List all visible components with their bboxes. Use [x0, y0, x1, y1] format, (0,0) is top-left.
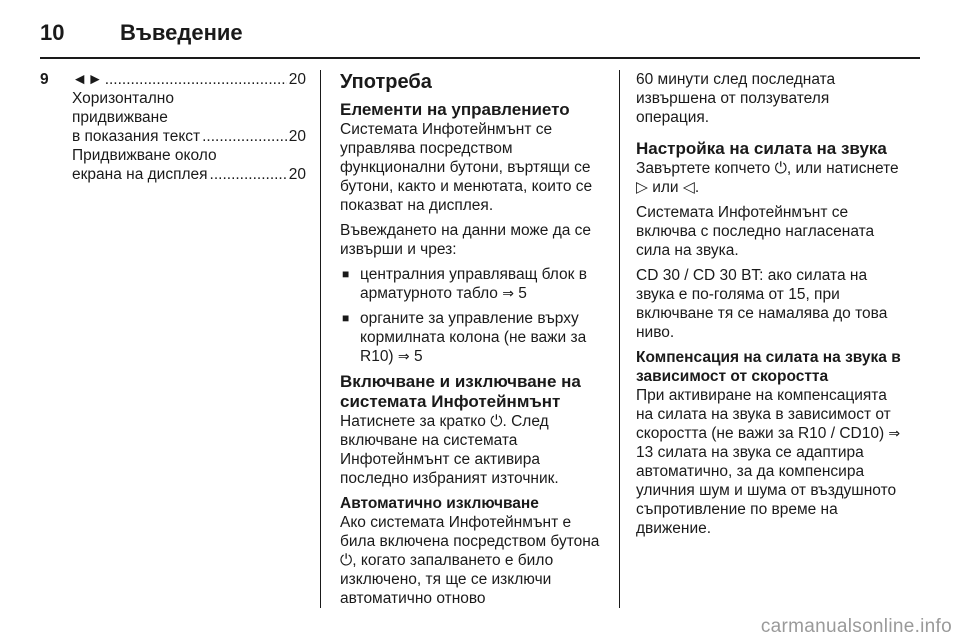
- paragraph: Системата Инфотейнмънт се управлява посредством функционални бутони, въртящи се бутони, както и менютата, които се показват на дисплея.: [340, 121, 593, 214]
- paragraph: [340, 412, 608, 488]
- paragraph: 60 минути след последната извършена от ползувателя операция.: [636, 71, 836, 126]
- paragraph-text: , когато запалването е било изключено, тя ще се изключи автоматично отново: [340, 552, 554, 607]
- subsection-heading: Включване и изключване на системата Инфотейнмънт: [340, 372, 581, 411]
- index-page: 20: [288, 71, 306, 88]
- page-number: 10: [40, 20, 65, 45]
- index-page: 20: [288, 128, 306, 145]
- leader-dots: [105, 70, 287, 89]
- paragraph-text: . След включване на системата Инфотейнмънт се активира последно избраният източник.: [340, 413, 559, 487]
- index-text: в показания текст: [72, 128, 201, 145]
- index-text: Придвижване около: [72, 147, 217, 164]
- header-rule: [40, 57, 920, 59]
- paragraph-text: Завъртете копчето: [636, 160, 771, 177]
- subsection-heading: Настройка на силата на звука: [636, 139, 887, 158]
- power-knob-icon: ⏻: [340, 552, 353, 569]
- index-text: Хоризонтално: [72, 90, 174, 107]
- column-divider-1: [320, 70, 321, 608]
- page-reference[interactable]: 5: [413, 348, 423, 365]
- paragraph-text: , или натиснете: [786, 160, 899, 177]
- page-reference[interactable]: 13: [636, 444, 654, 461]
- subsection-heading: Автоматично изключване: [340, 495, 539, 512]
- page-reference[interactable]: 5: [518, 285, 527, 302]
- leader-dots: [202, 127, 287, 146]
- leader-dots: [210, 165, 287, 184]
- page-reference-icon[interactable]: ⇒: [397, 348, 410, 364]
- paragraph-text: силата на звука се адаптира автоматично, за да компенсира уличния шум и шума от въздушното съпротивление по време на движение.: [636, 444, 897, 537]
- section-heading: Употреба: [340, 71, 432, 93]
- index-page: 20: [288, 166, 306, 183]
- paragraph: Въвеждането на данни може да се извърши и чрез:: [340, 222, 592, 258]
- volume-down-icon: ◁: [682, 179, 695, 196]
- index-line[interactable]: [72, 165, 306, 184]
- paragraph-text: или: [652, 179, 679, 196]
- volume-column: [636, 70, 906, 544]
- list-item: [340, 265, 608, 303]
- subsection-heading: Компенсация на силата на звука в зависимост от скоростта: [636, 349, 901, 385]
- volume-up-icon: ▷: [636, 179, 648, 196]
- index-column: [40, 70, 306, 184]
- index-number: 9: [40, 71, 49, 88]
- paragraph: [636, 386, 906, 538]
- list-item-text: централния управляващ блок в арматурното табло: [360, 266, 587, 302]
- index-text: придвижване: [72, 109, 168, 126]
- bullet-list: [340, 265, 608, 366]
- power-knob-icon: ⏻: [490, 413, 503, 430]
- list-item: [340, 309, 608, 366]
- page-reference-icon[interactable]: ⇒: [888, 425, 901, 441]
- paragraph: CD 30 / CD 30 BT: ако силата на звука е по-голяма от 15, при включване тя се намалява до това ниво.: [636, 267, 888, 341]
- paragraph-text: Ако системата Инфотейнмънт е била включена посредством бутона: [340, 514, 600, 550]
- paragraph: [340, 513, 608, 608]
- paragraph-text: Натиснете за кратко: [340, 413, 486, 430]
- subsection-heading: Елементи на управлението: [340, 100, 570, 119]
- paragraph: Системата Инфотейнмънт се включва с последно нагласената сила на звука.: [636, 204, 875, 259]
- watermark: carmanualsonline.info: [760, 616, 952, 637]
- index-text: екрана на дисплея: [72, 166, 208, 183]
- column-divider-2: [619, 70, 620, 608]
- paragraph-text: При активиране на компенсацията на силата на звука в зависимост от скоростта (не важи за R10 / CD10): [636, 387, 891, 442]
- usage-column: [340, 70, 608, 614]
- paragraph: Завъртете копчето ⏻, или натиснете ▷ или ◁.: [636, 160, 899, 196]
- index-line[interactable]: [72, 70, 306, 89]
- arrows-icon: ◄►: [72, 71, 103, 88]
- index-entry: [40, 70, 306, 184]
- page-title: Въведение: [120, 20, 243, 45]
- power-knob-icon: ⏻: [774, 160, 787, 177]
- list-item-text: органите за управление върху кормилната колона (не важи за R10): [360, 310, 587, 365]
- page-reference-icon[interactable]: ⇒: [502, 285, 514, 301]
- index-line[interactable]: [72, 127, 306, 146]
